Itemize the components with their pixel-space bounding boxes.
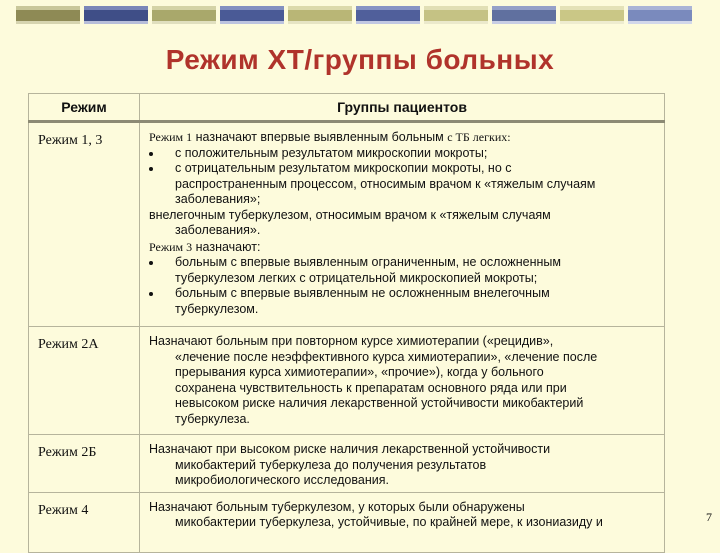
regimen-3-label: Режим 3 xyxy=(149,239,193,254)
text-line: микробиологического исследования. xyxy=(175,473,389,487)
table-row xyxy=(29,492,665,552)
table-row xyxy=(29,435,665,493)
groups-cell xyxy=(140,327,665,435)
header-block xyxy=(220,6,284,24)
text-line: микобактерии туберкулеза, устойчивые, по крайней мере, к изониазиду и xyxy=(175,515,603,529)
groups-cell xyxy=(140,492,665,552)
bullet-item xyxy=(149,146,658,162)
regimen-1-label: Режим 1 xyxy=(149,130,193,144)
bullet-text: с положительным результатом микроскопии мокроты; xyxy=(175,145,488,160)
regimen-table xyxy=(28,93,665,553)
header-block xyxy=(356,6,420,24)
mode-cell: Режим 4 xyxy=(29,492,140,552)
bullet-text: больным с впервые выявленным ограниченным, не осложненным xyxy=(175,255,562,269)
bullet-icon xyxy=(149,261,153,265)
bullet-text-cont: туберкулезом. xyxy=(175,301,259,316)
slide-title: Режим ХТ/группы больных xyxy=(165,44,555,75)
text-line: микобактерий туберкулеза до получения результатов xyxy=(175,457,487,472)
text-line: туберкулеза. xyxy=(175,411,250,426)
mode-cell: Режим 1, 3 xyxy=(29,122,140,327)
groups-cell xyxy=(140,122,665,327)
text-line: сохранена чувствительность к препаратам основного ряда или при xyxy=(175,380,567,395)
regimen-1-text: назначают впервые выявленным больным xyxy=(192,130,448,144)
text-line: Назначают больным туберкулезом, у которых были обнаружены xyxy=(149,499,525,514)
header-block xyxy=(560,6,624,24)
table-row xyxy=(29,122,665,327)
text-line: прерывания курса химиотерапии», «прочие»), когда у больного xyxy=(175,365,544,379)
header-block xyxy=(84,6,148,24)
mode-cell: Режим 2Б xyxy=(29,435,140,493)
page-number: 7 xyxy=(706,510,712,524)
text-line: Назначают при высоком риске наличия лекарственной устойчивости xyxy=(149,442,551,456)
bullet-text-cont: распространенным процессом, относимым врачом к «тяжелым случаям xyxy=(175,176,596,191)
bullet-icon xyxy=(149,167,153,171)
bullet-icon xyxy=(149,292,153,296)
bullet-icon xyxy=(149,152,153,156)
header-block xyxy=(424,6,488,24)
header-groups: Группы пациентов xyxy=(140,94,665,122)
regimen-1-line xyxy=(149,130,658,146)
header-block xyxy=(492,6,556,24)
mode-cell: Режим 2А xyxy=(29,327,140,435)
text-line: невысоком риске наличия лекарственной устойчивости микобактерий xyxy=(175,396,584,410)
groups-cell xyxy=(140,435,665,493)
table-header-row xyxy=(29,94,665,122)
bullet-text: больным с впервые выявленным не осложненным внелегочным xyxy=(175,286,550,300)
regimen-1-suffix: с ТБ легких: xyxy=(447,130,511,144)
extrapulmonary-line-cont: заболевания». xyxy=(175,223,261,237)
extrapulmonary-line: внелегочным туберкулезом, относимым врачом к «тяжелым случаям xyxy=(149,207,551,222)
bullet-item xyxy=(149,161,658,177)
regimen-3-text: назначают: xyxy=(192,239,261,254)
bullet-item xyxy=(149,255,658,271)
header-mode: Режим xyxy=(29,94,140,122)
header-block xyxy=(152,6,216,24)
bullet-text: с отрицательным результатом микроскопии мокроты, но с xyxy=(175,161,512,175)
header-block xyxy=(16,6,80,24)
bullet-text-cont: заболевания»; xyxy=(175,192,261,206)
header-block xyxy=(628,6,692,24)
text-line: Назначают больным при повторном курсе химиотерапии («рецидив», xyxy=(149,334,554,348)
bullet-item xyxy=(149,286,658,302)
regimen-3-line xyxy=(149,240,658,256)
header-block xyxy=(288,6,352,24)
decorative-header-bar xyxy=(16,6,720,24)
text-line: «лечение после неэффективного курса химиотерапии», «лечение после xyxy=(175,349,598,364)
bullet-text-cont: туберкулезом легких с отрицательной микроскопией мокроты; xyxy=(175,270,538,285)
table-row xyxy=(29,327,665,435)
